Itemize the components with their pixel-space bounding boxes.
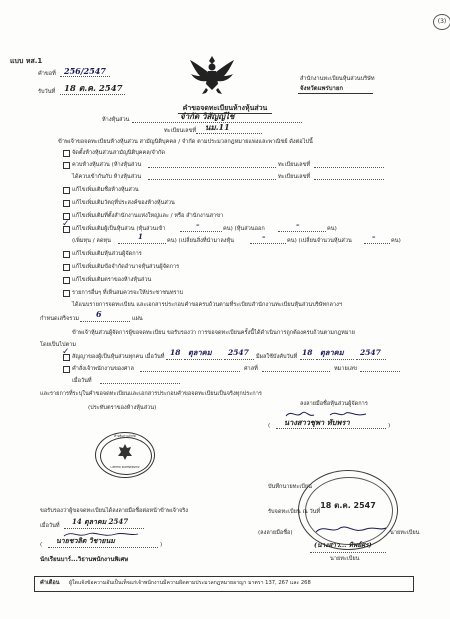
contract-month: ตุลาคม: [188, 348, 212, 357]
merge-reg-field[interactable]: [314, 161, 384, 168]
merge-with-name-field[interactable]: [148, 173, 276, 180]
contract-year: 2547: [228, 348, 249, 357]
witness-date: 14 ตุลาคม 2547: [72, 517, 129, 526]
according-to-label: โดยเป็นไปตาม: [40, 342, 77, 348]
option-contract-label: สัญญาของผู้เป็นหุ้นส่วนทุกคน เมื่อวันที่: [72, 354, 165, 360]
checkmark-icon: ✓: [62, 347, 70, 357]
item-label-seal: แก้ไขเพิ่มเติมตราของห้างหุ้นส่วน: [72, 277, 152, 283]
office-line2: จังหวัดแพร่บายก: [300, 85, 344, 92]
page-count-field[interactable]: [80, 315, 130, 322]
page-unit: แผ่น: [132, 316, 143, 322]
court-date-label: เมื่อวันที่: [72, 378, 92, 384]
certify-witness-text: ขอรับรองว่าผู้ขอจดทะเบียนได้ลงลายมือชื่อต่อหน้าข้าพเจ้าจริง: [40, 508, 189, 514]
case-no-field[interactable]: [360, 365, 400, 372]
item-label-other: รายการอื่นๆ ที่เห็นสมควรจะให้ประชาชนทราบ: [72, 290, 184, 296]
certify-text: ข้าพเจ้าหุ้นส่วนผู้จัดการผู้ขอจดทะเบียน ขอรับรองว่า การขอจดทะเบียนครั้งนี้ได้ดำเนินการถูกต้องครบถ้วนตามกฎหมาย: [72, 330, 355, 336]
court-date-field[interactable]: [100, 377, 180, 384]
item-checkbox-manager[interactable]: [63, 251, 70, 258]
witness-role: นักเรียนบาร์...วิธานพนักงานพิเศษ: [40, 556, 129, 563]
court-label: ศาลที่: [244, 366, 258, 372]
partnership-label: ห้างหุ้นส่วน: [102, 117, 130, 123]
office-underline: [298, 93, 373, 94]
page-count: 6: [96, 309, 102, 319]
warning-label: คำเตือน: [40, 580, 60, 586]
reg-no-label: ทะเบียนเลขที่: [164, 128, 197, 134]
warning-text: ผู้ใดแจ้งข้อความอันเป็นเท็จแก่เจ้าพนักงานมีความผิดตามประมวลกฎหมายอาญา มาตรา 137, 267 และ 268: [69, 580, 311, 586]
partners-in-field[interactable]: [180, 225, 222, 232]
effective-year: 2547: [360, 348, 381, 357]
partners-mid-label: คน) (หุ้นส่วนออก: [223, 226, 265, 232]
signer-paren-close: ): [388, 423, 391, 429]
registrar-role: นายทะเบียน: [330, 556, 360, 562]
item-checkbox-other[interactable]: [63, 290, 70, 297]
case-no-label: หมายเลข: [334, 366, 357, 372]
officer-caption: บันทึกนายทะเบียน: [268, 484, 312, 490]
merge-with-reg-label: ทะเบียนเลขที่: [278, 174, 311, 180]
reg-no: นม.11: [205, 122, 230, 132]
received-date: 18 ต.ค. 2547: [64, 84, 123, 94]
count-value: –: [372, 232, 376, 241]
merge-with-reg-field[interactable]: [314, 173, 384, 180]
item-label-merge: ควบห้างหุ้นส่วน (ห้างหุ้นส่วน: [72, 162, 142, 168]
attachment-text: ได้แนบรายการจดทะเบียน และเอกสารประกอบคำขอครบถ้วนตามที่ระเบียบสำนักงานทะเบียนหุ้นส่วนบริษัทกลางฯ: [72, 302, 342, 308]
received-stamp-icon: 18 ต.ค. 2547: [298, 470, 398, 550]
item-label-partners: แก้ไขเพิ่มเติมผู้เป็นหุ้นส่วน (หุ้นส่วนเข้า: [72, 226, 166, 232]
witness-paren-close: ): [160, 542, 163, 548]
court-field[interactable]: [262, 365, 330, 372]
item-label-manager: แก้ไขเพิ่มเติมหุ้นส่วนผู้จัดการ: [72, 251, 142, 257]
request-label: คำขอที่: [38, 71, 56, 77]
option-court-label: คำสั่งเจ้าพนักงานของศาล: [72, 366, 134, 372]
item-label-office: แก้ไขเพิ่มเติมที่ตั้งสำนักงานแห่งใหญ่และ / หรือ สำนักงานสาขา: [72, 213, 224, 219]
warning-box: [34, 576, 414, 592]
partners-end-label: คน): [327, 226, 337, 232]
effective-label: มีผลใช้บังคับวันที่: [256, 354, 298, 360]
seal-caption: (ประทับตราของห้างหุ้นส่วน): [88, 405, 157, 411]
truth-statement: และรายการที่ระบุในคำขอจดทะเบียนและเอกสารประกอบคำขอจดทะเบียนเป็นจริงทุกประการ: [40, 391, 262, 397]
request-no: 256/2547: [64, 66, 106, 76]
garuda-emblem-icon: [188, 52, 236, 96]
item-checkbox-seal[interactable]: [63, 277, 70, 284]
signer-paren-open: (: [268, 423, 271, 429]
option-court-checkbox[interactable]: [63, 366, 70, 373]
item-label-name: แก้ไขเพิ่มเติมชื่อห้างหุ้นส่วน: [72, 187, 139, 193]
court-official-field[interactable]: [140, 365, 240, 372]
item-checkbox-merge[interactable]: [63, 162, 70, 169]
registrar-signature-icon: [310, 522, 390, 536]
partnership-name: จำกัด วิสัญญ์ไช: [180, 111, 235, 121]
item-checkbox-name[interactable]: [63, 187, 70, 194]
goods-value: –: [262, 232, 266, 241]
signer-name: นางสาวชุพา ทับพรา: [284, 418, 350, 427]
registrar-name: (นางสาว... ทิพย์ศร): [314, 541, 372, 549]
goods-field[interactable]: [250, 237, 286, 244]
page-count-label: กำหนดเสร็จรวม: [40, 316, 80, 322]
item-label-capital: (เพิ่มทุน / ลดทุน: [72, 238, 111, 244]
goods-mid-label: คน) (เปลี่ยนจำนวนหุ้นส่วน: [287, 238, 352, 244]
office-line1: สำนักงานทะเบียนหุ้นส่วนบริษัท: [300, 76, 375, 82]
witness-name: นายชวลิต วิชายนม: [56, 536, 115, 545]
item-label-establish: จัดตั้งห้างหุ้นส่วนสามัญนิติบุคคล/จำกัด: [72, 150, 165, 156]
contract-day: 18: [170, 348, 181, 357]
partners-out-count: –: [296, 220, 300, 229]
partnership-seal-icon: ห้างหุ้นส่วนจำกัด LIMITED PARTNERSHIP: [95, 432, 155, 478]
register-date-label: รับจดทะเบียน ณ วันที่: [268, 509, 321, 515]
witness-date-label: เมื่อวันที่: [40, 523, 60, 529]
checkmark-icon: ✓: [62, 219, 70, 229]
item-label-objectives: แก้ไขเพิ่มเติมวัตถุที่ประสงค์ของห้างหุ้นส่วน: [72, 200, 175, 206]
item-checkbox-establish[interactable]: [63, 150, 70, 157]
signer-caption: ลงลายมือชื่อหุ้นส่วนผู้จัดการ: [300, 401, 368, 407]
merge-reg-label: ทะเบียนเลขที่: [278, 162, 311, 168]
witness-paren-open: (: [40, 542, 43, 548]
capital-mid-label: คน) (เปลี่ยนสิ่งที่นำมาลงหุ้น: [167, 238, 234, 244]
count-end-label: คน): [391, 238, 401, 244]
intro-text: ข้าพเจ้าขอจดทะเบียนห้างหุ้นส่วน สามัญนิติบุคคล / จำกัด ตามประมวลกฎหมายแพ่งและพาณิชย์ ดังต่อไปนี้: [58, 139, 313, 145]
item-checkbox-objectives[interactable]: [63, 200, 70, 207]
registrar-label: นายทะเบียน: [390, 530, 420, 536]
registrar-signature-label: (ลงลายมือชื่อ): [258, 530, 293, 536]
partners-out-field[interactable]: [278, 225, 326, 232]
form-code: แบบ หส.1: [10, 57, 43, 65]
received-label: รับวันที่: [38, 89, 56, 95]
item-label-authority: แก้ไขเพิ่มเติมข้อจำกัดอำนาจหุ้นส่วนผู้จัดการ: [72, 264, 180, 270]
merge-name-field[interactable]: [148, 161, 276, 168]
effective-day: 18: [302, 348, 313, 357]
item-label-merge-with: ได้ควบเข้ากันกับ ห้างหุ้นส่วน: [72, 174, 142, 180]
effective-month: ตุลาคม: [320, 348, 344, 357]
form-title: คำขอจดทะเบียนห้างหุ้นส่วน: [182, 104, 268, 112]
partners-in-count: –: [196, 220, 200, 229]
count-field[interactable]: [364, 237, 390, 244]
page-number-mark: (3): [433, 14, 450, 30]
item-checkbox-authority[interactable]: [63, 264, 70, 271]
capital-value: 1: [138, 232, 143, 241]
